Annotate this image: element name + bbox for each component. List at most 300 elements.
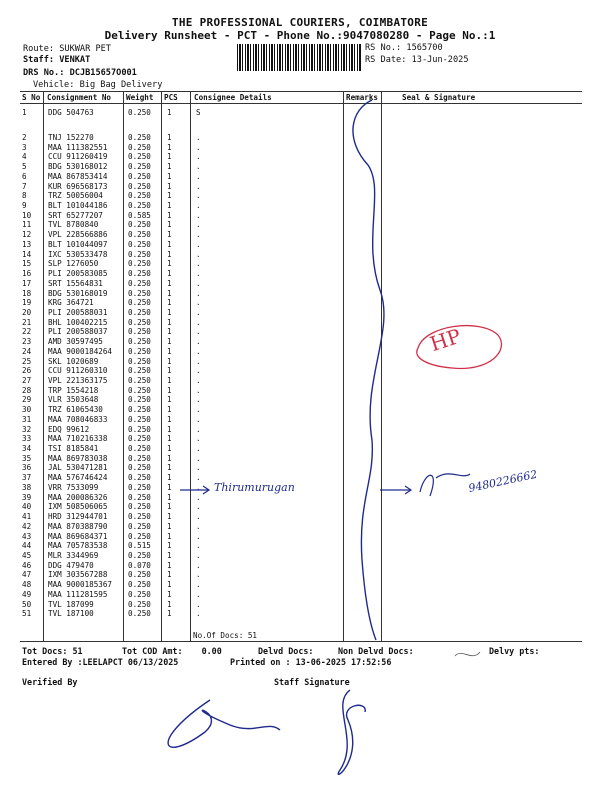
cell-sno: 14 bbox=[22, 249, 32, 259]
cell-sno: 11 bbox=[22, 220, 32, 230]
cell-weight: 0.250 bbox=[128, 550, 151, 560]
cell-sno: 43 bbox=[22, 531, 32, 541]
cell-consignee-details: . bbox=[196, 376, 201, 385]
cell-weight: 0.250 bbox=[128, 376, 151, 385]
cell-consignee-details: . bbox=[196, 405, 201, 415]
cell-consignee-details: . bbox=[196, 317, 201, 327]
cell-consignment-no: MAA 9000184264 bbox=[48, 346, 113, 356]
cell-sno: 39 bbox=[22, 492, 32, 502]
cell-consignment-no: BLT 101044186 bbox=[48, 201, 108, 211]
entered-by bbox=[22, 657, 178, 667]
cell-sno: 16 bbox=[22, 269, 32, 279]
staff-signature-label: Staff Signature bbox=[274, 677, 350, 687]
cell-consignment-no: IXM 303567288 bbox=[48, 570, 108, 580]
cell-consignment-no: KRG 364721 bbox=[48, 298, 94, 308]
cell-sno: 23 bbox=[22, 337, 32, 347]
cell-pcs: 1 bbox=[167, 327, 172, 337]
staff-value: VENKAT bbox=[59, 55, 91, 65]
cell-weight: 0.250 bbox=[128, 589, 151, 599]
cell-consignee-details: . bbox=[196, 171, 201, 181]
cell-consignee-details: . bbox=[196, 162, 201, 172]
cell-consignment-no: VPL 221363175 bbox=[48, 376, 108, 385]
cell-pcs: 1 bbox=[167, 492, 172, 502]
cell-sno: 5 bbox=[22, 162, 27, 172]
cell-consignee-details: . bbox=[196, 385, 201, 395]
cell-pcs: 1 bbox=[167, 444, 172, 454]
cell-consignee-details: . bbox=[196, 492, 201, 502]
cell-consignment-no: TVL 187100 bbox=[48, 609, 94, 619]
cell-sno: 6 bbox=[22, 171, 27, 181]
cell-weight: 0.250 bbox=[128, 512, 151, 522]
route-label: Route: bbox=[23, 44, 55, 54]
cell-weight: 0.250 bbox=[128, 473, 151, 483]
cell-weight: 0.250 bbox=[128, 152, 151, 162]
cell-pcs: 1 bbox=[167, 473, 172, 483]
cell-sno: 34 bbox=[22, 444, 32, 454]
cell-weight: 0.250 bbox=[128, 327, 151, 337]
cell-weight: 0.250 bbox=[128, 482, 151, 492]
company-title: THE PROFESSIONAL COURIERS, COIMBATORE bbox=[171, 16, 429, 29]
vertical-scribble-line bbox=[353, 100, 384, 640]
cell-pcs: 1 bbox=[167, 298, 172, 308]
cell-pcs: 1 bbox=[167, 366, 172, 376]
hp-stamp: HP bbox=[427, 323, 464, 357]
cell-consignee-details: . bbox=[196, 152, 201, 162]
tot-cod-value: 0.00 bbox=[201, 646, 222, 656]
cell-consignee-details: . bbox=[196, 599, 201, 609]
tot-cod bbox=[122, 646, 222, 656]
cell-weight: 0.515 bbox=[128, 541, 151, 551]
cell-consignment-no: TRZ 61065430 bbox=[48, 405, 103, 415]
cell-consignment-no: MAA 576746424 bbox=[48, 473, 108, 483]
cell-consignment-no: IXC 530533478 bbox=[48, 249, 108, 259]
cell-weight: 0.250 bbox=[128, 424, 151, 434]
cell-pcs: 1 bbox=[167, 278, 172, 288]
cell-sno: 32 bbox=[22, 424, 32, 434]
cell-pcs: 1 bbox=[167, 142, 172, 152]
vehicle-label: Vehicle: bbox=[33, 80, 75, 90]
cell-sno: 33 bbox=[22, 434, 32, 444]
cell-pcs: 1 bbox=[167, 424, 172, 434]
cell-sno: 47 bbox=[22, 570, 32, 580]
cell-weight: 0.250 bbox=[128, 453, 151, 463]
cell-weight: 0.250 bbox=[128, 239, 151, 249]
cell-weight: 0.250 bbox=[128, 220, 151, 230]
cell-consignment-no: IXM 508506065 bbox=[48, 502, 108, 512]
cell-consignee-details: . bbox=[196, 220, 201, 230]
cell-sno: 28 bbox=[22, 385, 32, 395]
cell-sno: 15 bbox=[22, 259, 32, 269]
cell-consignment-no: SRT 65277207 bbox=[48, 210, 103, 220]
no-of-docs: No.Of Docs: 51 bbox=[193, 631, 258, 640]
cell-weight: 0.250 bbox=[128, 259, 151, 269]
entered-by-label: Entered By : bbox=[22, 657, 83, 667]
cell-consignment-no: SLP 1276050 bbox=[48, 259, 99, 269]
cell-sno: 2 bbox=[22, 133, 27, 142]
cell-weight: 0.250 bbox=[128, 298, 151, 308]
cell-weight: 0.250 bbox=[128, 405, 151, 415]
cell-weight: 0.250 bbox=[128, 492, 151, 502]
cell-consignment-no: TVL 187099 bbox=[48, 599, 94, 609]
verified-by-label: Verified By bbox=[22, 677, 78, 687]
cell-pcs: 1 bbox=[167, 599, 172, 609]
route-value: SUKWAR PET bbox=[59, 44, 111, 54]
cell-pcs: 1 bbox=[167, 337, 172, 347]
cell-weight: 0.250 bbox=[128, 162, 151, 172]
cell-consignee-details: . bbox=[196, 580, 201, 590]
cell-weight: 0.250 bbox=[128, 395, 151, 405]
cell-consignment-no: JAL 530471281 bbox=[48, 463, 108, 473]
tot-cod-label: Tot COD Amt: bbox=[122, 646, 183, 656]
cell-consignment-no: BLT 101044097 bbox=[48, 239, 108, 249]
cell-consignment-no: MAA 870388790 bbox=[48, 521, 108, 531]
cell-consignee-details: . bbox=[196, 269, 201, 279]
cell-sno: 22 bbox=[22, 327, 32, 337]
cell-consignee-details: . bbox=[196, 327, 201, 337]
cell-consignment-no: AMD 30597495 bbox=[48, 337, 103, 347]
rs-date-label: RS Date: bbox=[365, 55, 407, 65]
cell-consignee-details: . bbox=[196, 210, 201, 220]
cell-sno: 12 bbox=[22, 230, 32, 240]
cell-consignment-no: MAA 869783038 bbox=[48, 453, 108, 463]
cell-sno: 20 bbox=[22, 307, 32, 317]
cell-consignment-no: BHL 100402215 bbox=[48, 317, 108, 327]
col-header-consignee: Consignee Details bbox=[194, 93, 272, 102]
cell-consignment-no: MAA 111281595 bbox=[48, 589, 108, 599]
cell-weight: 0.250 bbox=[128, 444, 151, 454]
cell-consignee-details: . bbox=[196, 346, 201, 356]
cell-consignee-details: . bbox=[196, 191, 201, 201]
cell-weight: 0.250 bbox=[128, 434, 151, 444]
cell-pcs: 1 bbox=[167, 133, 172, 142]
cell-pcs: 1 bbox=[167, 609, 172, 619]
cell-pcs: 1 bbox=[167, 152, 172, 162]
cell-consignee-details: . bbox=[196, 473, 201, 483]
cell-consignment-no: SRT 15564831 bbox=[48, 278, 103, 288]
tot-docs bbox=[22, 646, 83, 656]
cell-pcs: 1 bbox=[167, 201, 172, 211]
cell-pcs: 1 bbox=[167, 531, 172, 541]
cell-weight: 0.250 bbox=[128, 385, 151, 395]
cell-consignee-details: . bbox=[196, 259, 201, 269]
cell-consignee-details: . bbox=[196, 288, 201, 298]
cell-weight: 0.250 bbox=[128, 531, 151, 541]
cell-consignee-details: . bbox=[196, 609, 201, 619]
cell-pcs: 1 bbox=[167, 482, 172, 492]
cell-pcs: 1 bbox=[167, 512, 172, 522]
cell-sno: 3 bbox=[22, 142, 27, 152]
cell-sno: 45 bbox=[22, 550, 32, 560]
cell-consignee-details: . bbox=[196, 249, 201, 259]
cell-weight: 0.250 bbox=[128, 346, 151, 356]
cell-pcs: 1 bbox=[167, 162, 172, 172]
col-header-pcs: PCS bbox=[164, 93, 178, 102]
cell-sno: 9 bbox=[22, 201, 27, 211]
cell-sno: 42 bbox=[22, 521, 32, 531]
cell-weight: 0.250 bbox=[128, 269, 151, 279]
cell-pcs: 1 bbox=[167, 259, 172, 269]
cell-consignee-details: . bbox=[196, 230, 201, 240]
cell-consignee-details: . bbox=[196, 550, 201, 560]
cell-pcs: 1 bbox=[167, 541, 172, 551]
cell-pcs: 1 bbox=[167, 589, 172, 599]
cell-consignment-no: CCU 911260419 bbox=[48, 152, 108, 162]
cell-weight: 0.250 bbox=[128, 191, 151, 201]
cell-pcs: 1 bbox=[167, 453, 172, 463]
cell-consignee-details: . bbox=[196, 142, 201, 152]
cell-pcs: 1 bbox=[167, 171, 172, 181]
cell-pcs: 1 bbox=[167, 550, 172, 560]
cell-consignment-no: EDQ 99612 bbox=[48, 424, 90, 434]
cell-consignment-no: MAA 9000185367 bbox=[48, 580, 113, 590]
cell-weight: 0.250 bbox=[128, 414, 151, 424]
cell-pcs: 1 bbox=[167, 108, 172, 117]
cell-weight: 0.250 bbox=[128, 502, 151, 512]
cell-weight: 0.250 bbox=[128, 230, 151, 240]
cell-consignment-no: MAA 869684371 bbox=[48, 531, 108, 541]
cell-sno: 24 bbox=[22, 346, 32, 356]
cell-consignee-details: . bbox=[196, 201, 201, 211]
cell-consignment-no: PLI 200588037 bbox=[48, 327, 108, 337]
cell-weight: 0.250 bbox=[128, 570, 151, 580]
cell-weight: 0.250 bbox=[128, 142, 151, 152]
cell-consignee-details: . bbox=[196, 570, 201, 580]
cell-pcs: 1 bbox=[167, 181, 172, 191]
cell-sno: 31 bbox=[22, 414, 32, 424]
cell-sno: 49 bbox=[22, 589, 32, 599]
cell-consignment-no: VLR 3503648 bbox=[48, 395, 99, 405]
cell-pcs: 1 bbox=[167, 356, 172, 366]
delvy-pts-scribble bbox=[455, 652, 480, 656]
cell-consignment-no: VRR 7533099 bbox=[48, 482, 99, 492]
rs-no-value: 1565700 bbox=[406, 43, 443, 53]
non-delvd-docs-label: Non Delvd Docs: bbox=[338, 646, 414, 656]
cell-consignment-no: TSI 8185841 bbox=[48, 444, 99, 454]
cell-pcs: 1 bbox=[167, 570, 172, 580]
cell-consignment-no: BDG 530168019 bbox=[48, 288, 108, 298]
cell-consignee-details: . bbox=[196, 589, 201, 599]
cell-consignment-no: VPL 228566886 bbox=[48, 230, 108, 240]
printed-on-label: Printed on : bbox=[230, 657, 291, 667]
cell-sno: 4 bbox=[22, 152, 27, 162]
printed-on-value: 13-06-2025 17:52:56 bbox=[295, 657, 392, 667]
cell-pcs: 1 bbox=[167, 210, 172, 220]
cell-sno: 37 bbox=[22, 473, 32, 483]
cell-consignee-details: . bbox=[196, 414, 201, 424]
cell-sno: 35 bbox=[22, 453, 32, 463]
cell-weight: 0.250 bbox=[128, 317, 151, 327]
cell-consignment-no: HRD 312944701 bbox=[48, 512, 108, 522]
entered-by-value: LEELAPCT 06/13/2025 bbox=[82, 657, 179, 667]
cell-consignee-details: . bbox=[196, 531, 201, 541]
cell-sno: 18 bbox=[22, 288, 32, 298]
cell-weight: 0.250 bbox=[128, 288, 151, 298]
col-header-remarks: Remarks bbox=[346, 93, 379, 102]
cell-pcs: 1 bbox=[167, 463, 172, 473]
staff-label: Staff: bbox=[23, 55, 55, 65]
col-header-weight: Weight bbox=[126, 93, 154, 102]
cell-consignment-no: MAA 867853414 bbox=[48, 171, 108, 181]
cell-weight: 0.250 bbox=[128, 366, 151, 376]
cell-sno: 8 bbox=[22, 191, 27, 201]
cell-pcs: 1 bbox=[167, 220, 172, 230]
cell-pcs: 1 bbox=[167, 249, 172, 259]
cell-pcs: 1 bbox=[167, 288, 172, 298]
consignee-37-handwritten: Thirumurugan bbox=[214, 481, 295, 494]
cell-sno: 21 bbox=[22, 317, 32, 327]
cell-consignment-no: BDG 530168012 bbox=[48, 162, 108, 172]
cell-weight: 0.250 bbox=[128, 133, 151, 142]
col-header-consignment: Consignment No bbox=[47, 93, 112, 102]
tot-docs-label: Tot Docs: bbox=[22, 646, 68, 656]
cell-weight: 0.250 bbox=[128, 356, 151, 366]
cell-consignment-no: MAA 200086326 bbox=[48, 492, 108, 502]
cell-sno: 25 bbox=[22, 356, 32, 366]
cell-sno: 26 bbox=[22, 366, 32, 376]
cell-weight: 0.250 bbox=[128, 609, 151, 619]
cell-consignee-details: . bbox=[196, 278, 201, 288]
cell-sno: 30 bbox=[22, 405, 32, 415]
cell-weight: 0.250 bbox=[128, 580, 151, 590]
col-header-sno: S No bbox=[22, 93, 41, 102]
cell-consignee-details: . bbox=[196, 181, 201, 191]
receiver-signature-mark bbox=[420, 474, 470, 496]
cell-consignee-details: . bbox=[196, 424, 201, 434]
cell-sno: 1 bbox=[22, 108, 27, 117]
cell-pcs: 1 bbox=[167, 269, 172, 279]
cell-pcs: 1 bbox=[167, 191, 172, 201]
cell-pcs: 1 bbox=[167, 317, 172, 327]
cell-weight: 0.250 bbox=[128, 278, 151, 288]
cell-consignment-no: DDG 479470 bbox=[48, 560, 94, 570]
cell-consignee-details: . bbox=[196, 541, 201, 551]
cell-weight: 0.250 bbox=[128, 181, 151, 191]
cell-pcs: 1 bbox=[167, 414, 172, 424]
cell-sno: 19 bbox=[22, 298, 32, 308]
cell-consignee-details: . bbox=[196, 239, 201, 249]
cell-pcs: 1 bbox=[167, 405, 172, 415]
cell-sno: 51 bbox=[22, 609, 32, 619]
cell-pcs: 1 bbox=[167, 502, 172, 512]
cell-consignment-no: MAA 708046833 bbox=[48, 414, 108, 424]
cell-sno: 17 bbox=[22, 278, 32, 288]
cell-pcs: 1 bbox=[167, 230, 172, 240]
cell-consignee-details: . bbox=[196, 337, 201, 347]
cell-sno: 41 bbox=[22, 512, 32, 522]
cell-consignment-no: MAA 710216338 bbox=[48, 434, 108, 444]
cell-pcs: 1 bbox=[167, 346, 172, 356]
rs-date-value: 13-Jun-2025 bbox=[411, 55, 469, 65]
cell-pcs: 1 bbox=[167, 307, 172, 317]
cell-sno: 38 bbox=[22, 482, 32, 492]
cell-consignment-no: KUR 696568173 bbox=[48, 181, 108, 191]
cell-consignment-no: MAA 705783538 bbox=[48, 541, 108, 551]
cell-sno: 48 bbox=[22, 580, 32, 590]
cell-pcs: 1 bbox=[167, 560, 172, 570]
cell-sno: 13 bbox=[22, 239, 32, 249]
cell-pcs: 1 bbox=[167, 385, 172, 395]
cell-consignment-no: CCU 911260310 bbox=[48, 366, 108, 376]
cell-pcs: 1 bbox=[167, 580, 172, 590]
tot-docs-value: 51 bbox=[72, 646, 83, 656]
printed-on bbox=[230, 657, 391, 667]
cell-sno: 10 bbox=[22, 210, 32, 220]
cell-sno: 50 bbox=[22, 599, 32, 609]
cell-sno: 44 bbox=[22, 541, 32, 551]
cell-consignee-details: . bbox=[196, 133, 201, 142]
cell-sno: 40 bbox=[22, 502, 32, 512]
cell-weight: 0.250 bbox=[128, 249, 151, 259]
cell-consignee-details: S bbox=[196, 108, 201, 117]
cell-consignment-no: PLI 200588031 bbox=[48, 307, 108, 317]
cell-consignee-details: . bbox=[196, 453, 201, 463]
cell-pcs: 1 bbox=[167, 395, 172, 405]
cell-consignment-no: TRP 1554218 bbox=[48, 385, 99, 395]
cell-sno: 36 bbox=[22, 463, 32, 473]
cell-consignment-no: SKL 1020689 bbox=[48, 356, 99, 366]
cell-pcs: 1 bbox=[167, 376, 172, 385]
rs-no-label: RS No.: bbox=[365, 43, 402, 53]
cell-consignee-details: . bbox=[196, 307, 201, 317]
cell-consignment-no: DDG 504763 bbox=[48, 108, 94, 117]
cell-consignee-details: . bbox=[196, 434, 201, 444]
drs-label: DRS No.: bbox=[23, 68, 65, 78]
cell-sno: 27 bbox=[22, 376, 32, 385]
cell-consignment-no: MLR 3344969 bbox=[48, 550, 99, 560]
cell-consignee-details: . bbox=[196, 366, 201, 376]
cell-consignment-no: PLI 200583085 bbox=[48, 269, 108, 279]
cell-consignee-details: . bbox=[196, 521, 201, 531]
cell-weight: 0.250 bbox=[128, 521, 151, 531]
cell-pcs: 1 bbox=[167, 239, 172, 249]
cell-weight: 0.250 bbox=[128, 463, 151, 473]
delvd-docs-label: Delvd Docs: bbox=[258, 646, 314, 656]
cell-pcs: 1 bbox=[167, 434, 172, 444]
cell-consignment-no: TVL 8780840 bbox=[48, 220, 99, 230]
cell-consignee-details: . bbox=[196, 482, 201, 492]
cell-sno: 7 bbox=[22, 181, 27, 191]
col-header-seal: Seal & Signature bbox=[402, 93, 476, 102]
cell-consignee-details: . bbox=[196, 512, 201, 522]
cell-consignee-details: . bbox=[196, 356, 201, 366]
cell-consignee-details: . bbox=[196, 463, 201, 473]
cell-sno: 29 bbox=[22, 395, 32, 405]
cell-consignee-details: . bbox=[196, 395, 201, 405]
delvy-pts-label: Delvy pts: bbox=[489, 646, 540, 656]
cell-weight: 0.250 bbox=[128, 599, 151, 609]
cell-weight: 0.070 bbox=[128, 560, 151, 570]
cell-consignee-details: . bbox=[196, 502, 201, 512]
cell-weight: 0.250 bbox=[128, 201, 151, 211]
cell-weight: 0.250 bbox=[128, 307, 151, 317]
cell-consignee-details: . bbox=[196, 560, 201, 570]
drs-value: DCJB15657O001 bbox=[69, 68, 137, 78]
staff-signature bbox=[168, 690, 365, 774]
vehicle-value: Big Bag Delivery bbox=[79, 80, 163, 90]
cell-sno: 46 bbox=[22, 560, 32, 570]
cell-pcs: 1 bbox=[167, 521, 172, 531]
cell-weight: 0.250 bbox=[128, 108, 151, 117]
cell-consignment-no: TRZ 50056004 bbox=[48, 191, 103, 201]
cell-weight: 0.250 bbox=[128, 171, 151, 181]
cell-consignment-no: MAA 111382551 bbox=[48, 142, 108, 152]
cell-consignee-details: . bbox=[196, 444, 201, 454]
cell-consignee-details: . bbox=[196, 298, 201, 308]
cell-consignment-no: TNJ 152270 bbox=[48, 133, 94, 142]
receiver-phone-handwritten: 9480226662 bbox=[467, 467, 539, 495]
cell-weight: 0.585 bbox=[128, 210, 151, 220]
runsheet-title: Delivery Runsheet - PCT - Phone No.:9047080280 - Page No.:1 bbox=[104, 29, 496, 42]
